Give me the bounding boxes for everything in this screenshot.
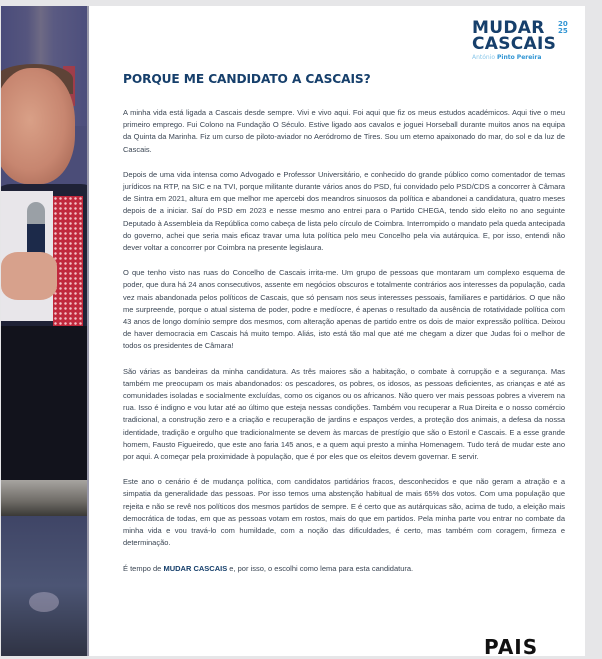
photo-edge bbox=[87, 6, 89, 656]
photo-tie bbox=[53, 196, 83, 346]
logo-year bbox=[558, 21, 568, 35]
scroll-gutter[interactable] bbox=[586, 0, 602, 644]
paragraph-2: Depois de uma vida intensa como Advogado e Professor Universitário, e conhecido do grande público como comentador de temas jurídicos na RTP, na SIC e na TVI, porque militante durante vários anos do PSD, fui convidado pelo PSD/CDS a concorrer à Câmara de Sintra em 2021, altura em que melhor me apercebi dos meandros sinuosos da política e abandonei a candidatura, quatro meses depois de a iniciar. Saí do PSD em 2023 e nesse mesmo ano entrei para o Partido CHEGA, tendo sido eleito no ano seguinte Deputado à Assembleia da República como cabeça de lista pelo círculo de Coimbra. Interrompido o mandato pela queda antecipada do governo, achei que seria mais eficaz travar uma luta política pelo meu Concelho pela via autárquica. E, por isso, entendi não dever voltar a concorrer por Coimbra na presente legislaura. bbox=[123, 169, 565, 253]
logo-candidate-last: Pinto Pereira bbox=[497, 54, 542, 61]
document-page bbox=[1, 6, 585, 659]
logo-candidate-name bbox=[472, 54, 576, 61]
paragraph-5: Este ano o cenário é de mudança política, com candidatos partidários fracos, desconhecidos e que não geram a atração e a simpatia da generalidade das pessoas. Por isso temos uma abstenção habitual de mais 65% dos votos. Com uma população que rejeita e não se revê nos políticos dos mesmos partidos de sempre. E é certo que as autárquicas são, acima de tudo, a eleição mais democrática de todas, em que as pessoas votam em rostos, mais do que em partidos. Pela minha parte vou entrar no combate da minha vida e vou travá-lo com humildade, com a noção das dificuldades, é certo, mas também com coragem, firmeza e determinação. bbox=[123, 477, 565, 548]
closing-emphasis: MUDAR CASCAIS bbox=[163, 563, 228, 573]
page-title: PORQUE ME CANDIDATO A CASCAIS? bbox=[123, 72, 371, 86]
paragraph-3: O que tenho visto nas ruas do Concelho de Cascais irrita-me. Um grupo de pessoas que montaram um complexo esquema de poder, que dura há 24 anos consecutivos, assente em negócios obscuros e totalmente contrários aos interesses da população, cada vez mais abandonada pelos políticos de Cascais, que só pensam nos seus interesses pessoais, familiares e partidários. O que não me surpreende, porque o atual sistema de poder, podre e medíocre, é apenas o resultado da ausência de rotatividade política com 43 anos de longo domínio sempre dos mesmos, com alteração apenas de partido entre os dois de maior expressão política. Deixou de haver democracia em Cascais há muito tempo. Aliás, isto está tão mal que até me chegam a dizer que Judas foi o melhor de todos os presidentes de Câmara! bbox=[123, 268, 565, 351]
campaign-logo bbox=[472, 20, 576, 61]
paragraph-4: São várias as bandeiras da minha candidatura. As três maiores são a habitação, o combate à corrupção e a segurança. Mas também me preocupam os mais abandonados: os pescadores, os pobres, os idosos, as pessoas deficientes, as crianças e até as comunidades isoladas e socialmente excluídas, como os ciganos ou os africanos. Não quero ver mais pessoas pobres a viverem na rua. Isso é indigno e vou lutar até ao último que esteja nessas condições. Também vou recuperar a Rua Direita e o nosso comércio tradicional, a construção zero e a criação e recuperação de jardins e espaços verdes, a proteção dos animais, a defesa da nossa identidade, tradição e orgulho que tradicionalmente se devem às marcas de prestígio que são o Estoril e Cascais. E a esse grande homem, Fausto Figueiredo, que este ano faria 145 anos, e a quem aqui presto a minha Homenagem. Tudo terá de mudar este ano por aqui. A começar pela proximidade à população, que é por eles que os eleitos devem governar. E servir. bbox=[123, 366, 565, 462]
closing-after: e, por isso, o escolhi como lema para esta candidatura. bbox=[227, 563, 414, 573]
logo-line-2: CASCAIS bbox=[472, 34, 557, 54]
photo-background-bottom bbox=[1, 516, 89, 656]
logo-year-top: 20 bbox=[558, 20, 568, 28]
candidate-photo-icon bbox=[1, 6, 89, 656]
logo-candidate-first: António bbox=[472, 54, 496, 61]
closing-paragraph bbox=[123, 563, 565, 575]
logo-line-1: MUDAR bbox=[472, 18, 545, 38]
logo-year-bottom: 25 bbox=[558, 27, 568, 35]
photo-chair bbox=[1, 480, 89, 516]
photo-bokeh bbox=[29, 592, 59, 612]
paragraph-1: A minha vida está ligada a Cascais desde sempre. Vivi e vivo aqui. Foi aqui que fiz os meus estudos académicos. Aqui tive o meu primeiro emprego. Fui Colono na Fundação O Século. Estive ligado aos cavalos e joguei Horseball durante muitos anos na equipa da Quinta da Marinha. Fiz um curso de piloto-aviador no Aeródromo de Tires. Sou um eterno apaixonado do mar, do sol e da luz de Cascais. bbox=[123, 108, 565, 154]
body-text bbox=[123, 107, 565, 588]
closing-before: É tempo de bbox=[123, 563, 164, 573]
photo-legs bbox=[1, 326, 89, 486]
photo-hand bbox=[1, 252, 57, 300]
next-page-peek: PAIS bbox=[484, 635, 539, 659]
photo-head bbox=[1, 68, 75, 184]
